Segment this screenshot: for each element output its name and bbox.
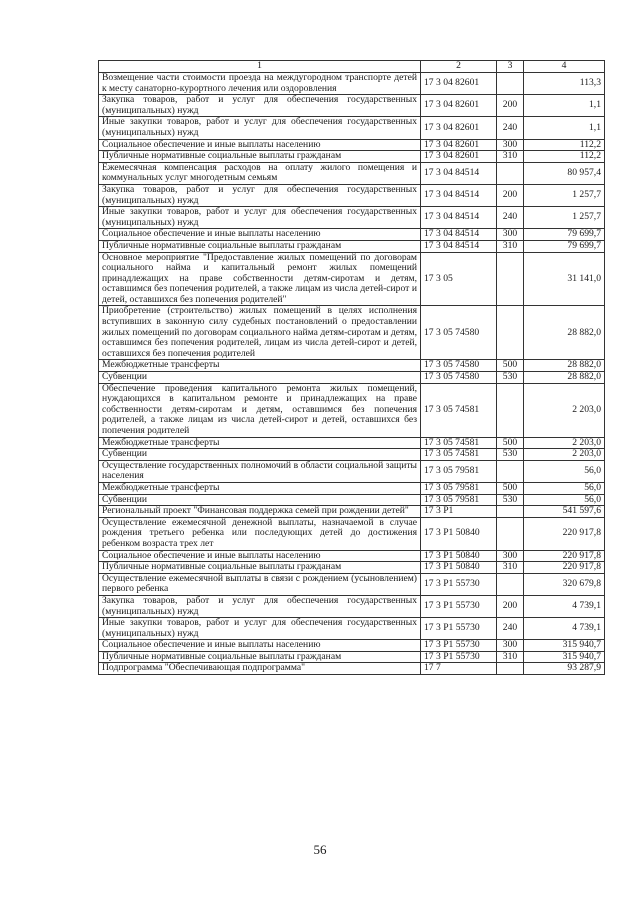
row-amount-cell: 56,0 [524,460,605,482]
row-code-cell: 17 3 05 74581 [421,437,497,449]
budget-table [98,60,605,675]
row-amount-cell: 112,2 [524,139,605,151]
table-row [99,139,605,151]
row-name-cell: Межбюджетные трансферты [99,360,421,372]
table-row [99,437,605,449]
table-body [99,73,605,675]
row-code-cell: 17 3 04 84514 [421,162,497,184]
table-row [99,506,605,518]
row-amount-cell: 28 882,0 [524,360,605,372]
row-type-cell: 300 [497,139,524,151]
row-type-cell [497,306,524,360]
row-amount-cell: 80 957,4 [524,162,605,184]
table-row [99,306,605,360]
row-name-cell: Приобретение (строительство) жилых помещений в целях исполнения вступивших в законную силу судебных постановлений о предоставлении жилых помещений по договорам социального найма детям-сиротам и детям, оставшимся без попечения родителей, лицам из числа детей-сирот и детей, оставшихся без попечения родителей [99,306,421,360]
row-code-cell: 17 3 04 82601 [421,151,497,163]
table-row [99,229,605,241]
row-code-cell: 17 3 05 74581 [421,449,497,461]
row-amount-cell: 31 141,0 [524,252,605,306]
row-type-cell: 530 [497,372,524,384]
header-row [99,61,605,73]
row-amount-cell: 1,1 [524,117,605,139]
row-amount-cell: 315 940,7 [524,651,605,663]
row-code-cell: 17 7 [421,663,497,675]
row-amount-cell: 2 203,0 [524,383,605,437]
header-col-2: 2 [421,61,497,73]
row-type-cell [497,73,524,95]
header-col-1: 1 [99,61,421,73]
row-amount-cell: 56,0 [524,482,605,494]
row-name-cell: Возмещение части стоимости проезда на междугородном транспорте детей к месту санаторно-курортного лечения или оздоровления [99,73,421,95]
table-row [99,372,605,384]
row-name-cell: Публичные нормативные социальные выплаты гражданам [99,562,421,574]
row-type-cell: 300 [497,229,524,241]
row-name-cell: Осуществление ежемесячной денежной выплаты, назначаемой в случае рождения третьего ребенка или последующих детей до достижения ребенком возраста трех лет [99,517,421,550]
table-row [99,383,605,437]
row-name-cell: Межбюджетные трансферты [99,437,421,449]
row-name-cell: Социальное обеспечение и иные выплаты населению [99,640,421,652]
row-amount-cell: 113,3 [524,73,605,95]
table-row [99,573,605,595]
row-type-cell: 310 [497,651,524,663]
row-code-cell: 17 3 04 84514 [421,184,497,206]
row-name-cell: Закупка товаров, работ и услуг для обеспечения государственных (муниципальных) нужд [99,595,421,617]
row-type-cell [497,573,524,595]
row-amount-cell: 1 257,7 [524,207,605,229]
row-type-cell: 500 [497,437,524,449]
table-header [99,61,605,73]
table-row [99,550,605,562]
table-row [99,460,605,482]
row-amount-cell: 112,2 [524,151,605,163]
row-type-cell [497,517,524,550]
row-code-cell: 17 3 04 82601 [421,117,497,139]
row-name-cell: Подпрограмма "Обеспечивающая подпрограмма" [99,663,421,675]
row-name-cell: Публичные нормативные социальные выплаты гражданам [99,151,421,163]
table-row [99,162,605,184]
row-code-cell: 17 3 P1 55730 [421,618,497,640]
row-type-cell: 240 [497,207,524,229]
row-name-cell: Осуществление государственных полномочий в области социальной защиты населения [99,460,421,482]
row-type-cell [497,162,524,184]
row-name-cell: Социальное обеспечение и иные выплаты населению [99,139,421,151]
table-row [99,360,605,372]
row-name-cell: Субвенции [99,449,421,461]
row-amount-cell: 79 699,7 [524,240,605,252]
table-row [99,618,605,640]
row-code-cell: 17 3 P1 [421,506,497,518]
row-type-cell [497,252,524,306]
row-code-cell: 17 3 P1 50840 [421,562,497,574]
row-code-cell: 17 3 05 74580 [421,360,497,372]
row-code-cell: 17 3 04 84514 [421,229,497,241]
row-code-cell: 17 3 04 82601 [421,95,497,117]
table-row [99,449,605,461]
row-amount-cell: 28 882,0 [524,306,605,360]
row-name-cell: Социальное обеспечение и иные выплаты населению [99,229,421,241]
row-amount-cell: 1 257,7 [524,184,605,206]
row-code-cell: 17 3 05 79581 [421,482,497,494]
row-type-cell: 200 [497,95,524,117]
row-code-cell: 17 3 P1 50840 [421,517,497,550]
row-code-cell: 17 3 05 74580 [421,306,497,360]
header-col-4: 4 [524,61,605,73]
row-name-cell: Иные закупки товаров, работ и услуг для обеспечения государственных (муниципальных) нужд [99,618,421,640]
row-amount-cell: 28 882,0 [524,372,605,384]
row-code-cell: 17 3 04 84514 [421,240,497,252]
row-code-cell: 17 3 04 82601 [421,139,497,151]
table-row [99,517,605,550]
row-type-cell: 500 [497,482,524,494]
row-amount-cell: 4 739,1 [524,595,605,617]
row-code-cell: 17 3 P1 55730 [421,651,497,663]
row-name-cell: Закупка товаров, работ и услуг для обеспечения государственных (муниципальных) нужд [99,95,421,117]
row-name-cell: Основное мероприятие "Предоставление жилых помещений по договорам социального найма и капитальный ремонт жилых помещений принадлежащих на праве собственности детям-сиротам и детям, оставшимся без попечения родителей, а также лицам из числа детей-сирот и детей, оставшихся без попечения родителей" [99,252,421,306]
table-row [99,640,605,652]
table-row [99,73,605,95]
row-amount-cell: 320 679,8 [524,573,605,595]
table-row [99,207,605,229]
row-code-cell: 17 3 P1 55730 [421,640,497,652]
row-code-cell: 17 3 05 74581 [421,383,497,437]
table-row [99,184,605,206]
row-type-cell: 310 [497,562,524,574]
row-type-cell: 240 [497,618,524,640]
row-type-cell: 300 [497,550,524,562]
table-row [99,151,605,163]
row-code-cell: 17 3 05 79581 [421,460,497,482]
row-name-cell: Закупка товаров, работ и услуг для обеспечения государственных (муниципальных) нужд [99,184,421,206]
table-row [99,117,605,139]
row-type-cell: 310 [497,240,524,252]
row-amount-cell: 2 203,0 [524,437,605,449]
row-type-cell: 200 [497,595,524,617]
row-type-cell: 240 [497,117,524,139]
row-type-cell: 530 [497,449,524,461]
row-type-cell [497,506,524,518]
table-row [99,651,605,663]
row-name-cell: Субвенции [99,372,421,384]
row-name-cell: Иные закупки товаров, работ и услуг для обеспечения государственных (муниципальных) нужд [99,117,421,139]
row-name-cell: Обеспечение проведения капитального ремонта жилых помещений, нуждающихся в капитальном ремонте и принадлежащих на праве собственности детям-сиротам и детям, оставшимся без попечения родителей, а также лицам из числа детей-сирот и детей, оставшихся без попечения родителей [99,383,421,437]
row-code-cell: 17 3 04 82601 [421,73,497,95]
row-amount-cell: 315 940,7 [524,640,605,652]
row-type-cell: 200 [497,184,524,206]
row-type-cell [497,460,524,482]
row-name-cell: Социальное обеспечение и иные выплаты населению [99,550,421,562]
row-amount-cell: 220 917,8 [524,517,605,550]
table-row [99,494,605,506]
row-code-cell: 17 3 05 79581 [421,494,497,506]
page-number: 56 [313,842,327,857]
row-amount-cell: 93 287,9 [524,663,605,675]
row-amount-cell: 220 917,8 [524,550,605,562]
header-col-3: 3 [497,61,524,73]
row-code-cell: 17 3 05 74580 [421,372,497,384]
row-code-cell: 17 3 05 [421,252,497,306]
row-code-cell: 17 3 P1 55730 [421,595,497,617]
row-type-cell: 300 [497,640,524,652]
row-code-cell: 17 3 P1 55730 [421,573,497,595]
table-row [99,562,605,574]
row-name-cell: Публичные нормативные социальные выплаты гражданам [99,240,421,252]
row-amount-cell: 2 203,0 [524,449,605,461]
row-amount-cell: 220 917,8 [524,562,605,574]
row-amount-cell: 4 739,1 [524,618,605,640]
row-code-cell: 17 3 04 84514 [421,207,497,229]
row-name-cell: Осуществление ежемесячной выплаты в связи с рождением (усыновлением) первого ребенка [99,573,421,595]
table-row [99,95,605,117]
row-name-cell: Региональный проект "Финансовая поддержка семей при рождении детей" [99,506,421,518]
row-code-cell: 17 3 P1 50840 [421,550,497,562]
row-amount-cell: 541 597,6 [524,506,605,518]
row-type-cell [497,663,524,675]
row-name-cell: Публичные нормативные социальные выплаты гражданам [99,651,421,663]
row-name-cell: Ежемесячная компенсация расходов на оплату жилого помещения и коммунальных услуг многодетным семьям [99,162,421,184]
row-name-cell: Межбюджетные трансферты [99,482,421,494]
table-row [99,595,605,617]
row-name-cell: Субвенции [99,494,421,506]
row-amount-cell: 1,1 [524,95,605,117]
row-amount-cell: 56,0 [524,494,605,506]
row-name-cell: Иные закупки товаров, работ и услуг для обеспечения государственных (муниципальных) нужд [99,207,421,229]
table-row [99,663,605,675]
table-row [99,240,605,252]
row-type-cell: 530 [497,494,524,506]
row-type-cell: 310 [497,151,524,163]
row-type-cell [497,383,524,437]
table-row [99,482,605,494]
row-type-cell: 500 [497,360,524,372]
row-amount-cell: 79 699,7 [524,229,605,241]
table-row [99,252,605,306]
